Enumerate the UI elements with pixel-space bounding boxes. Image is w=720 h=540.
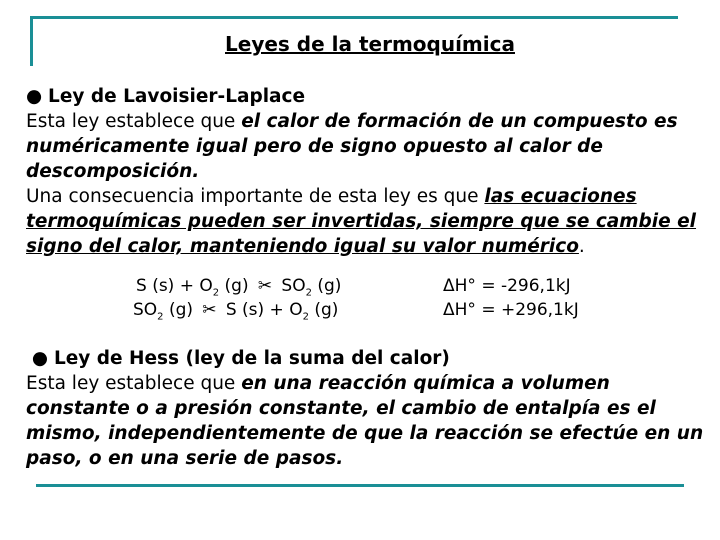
slide-title: Leyes de la termoquímica <box>225 32 515 56</box>
heading-text: Ley de Lavoisier-Laplace <box>48 86 306 107</box>
bullet-icon: ● <box>31 348 49 369</box>
bullet-icon: ● <box>26 86 43 107</box>
emphasis-text: en una reacción química a volumen constante o a presión constante, el cambio de entalpía es el mismo, independientemente de que la reacción se efectúe en un paso, o en una serie de pasos. <box>26 373 704 469</box>
enthalpy-forward: ΔH° = -296,1kJ <box>443 276 571 296</box>
equation-reverse: $SO_2$ (g) ✂ S $(s) + O_2$ (g) <box>133 300 339 323</box>
paragraph-consequence <box>26 184 706 259</box>
section-lavoisier-laplace <box>26 84 706 259</box>
period-text: . <box>578 236 585 257</box>
paragraph-definition <box>26 109 706 184</box>
heading-text: Ley de Hess (ley de la suma del calor) <box>53 348 450 369</box>
enthalpy-reverse: ΔH° = +296,1kJ <box>443 300 579 320</box>
equation-forward: S $(s) + O_2$ (g) ✂ $SO_2$ (g) <box>136 276 342 299</box>
underlined-text: las ecuaciones termoquímicas pueden ser invertidas, siempre que se cambie el signo del calor, manteniendo igual su valor numérico <box>26 186 697 257</box>
paragraph-definition <box>26 371 706 471</box>
reaction-arrow-icon: ✂ <box>257 276 273 296</box>
plain-text: Esta ley establece que <box>26 373 242 394</box>
plain-text: Una consecuencia importante de esta ley es que <box>26 186 485 207</box>
emphasis-text: el calor de formación de un compuesto es numéricamente igual pero de signo opuesto al calor de descomposición. <box>26 111 678 182</box>
section-heading <box>26 84 706 109</box>
reaction-arrow-icon: ✂ <box>202 300 217 320</box>
section-hess <box>26 346 706 471</box>
plain-text: Esta ley establece que <box>26 111 242 132</box>
top-border-line <box>30 16 678 19</box>
section-heading <box>26 346 706 371</box>
bottom-border-line <box>36 484 684 487</box>
